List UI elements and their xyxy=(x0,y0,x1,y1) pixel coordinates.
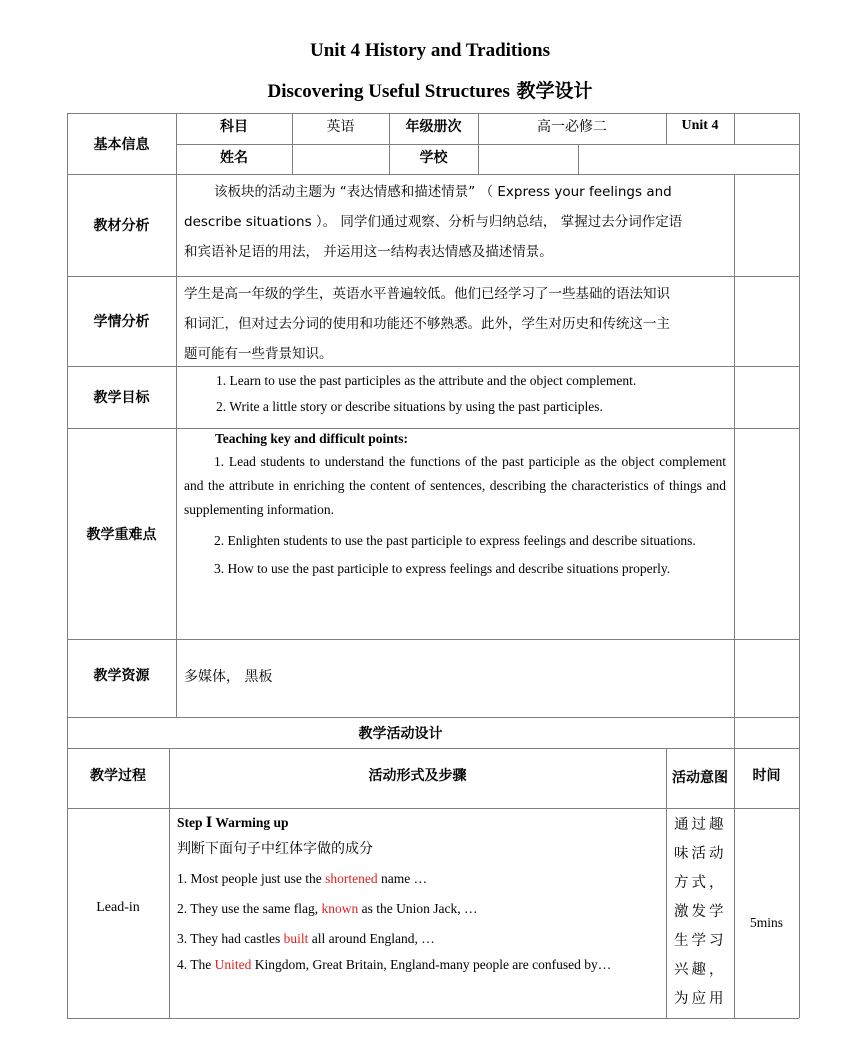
table-border xyxy=(666,748,667,1018)
material-analysis-line: 和宾语补足语的用法， 并运用这一结构表达情感及描述情景。 xyxy=(184,244,553,260)
col-time-header: 时间 xyxy=(752,768,781,784)
key-point-item: 2. Enlighten students to use the past participle to express feelings and describe situations. xyxy=(214,533,696,548)
objectives-list xyxy=(216,368,731,420)
material-analysis-label: 教材分析 xyxy=(93,218,150,234)
table-border xyxy=(67,808,799,809)
lead-in-stage: Lead-in xyxy=(96,900,140,915)
intent-line: 为应用 xyxy=(674,991,727,1007)
resources-value: 多媒体， 黑板 xyxy=(184,669,273,685)
subject-value: 英语 xyxy=(326,119,355,135)
intent-line: 生学习 xyxy=(674,933,727,949)
objective-item: 1. Learn to use the past participles as the attribute and the object complement. xyxy=(216,373,637,388)
table-border xyxy=(734,174,735,748)
key-point-item: 3. How to use the past participle to express feelings and describe situations properly. xyxy=(214,561,671,576)
sentence-2: 2. They use the same flag, known as the Union Jack, … xyxy=(177,901,478,916)
student-analysis-line: 和词汇，但对过去分词的使用和功能还不够熟悉。此外，学生对历史和传统这一主 xyxy=(184,316,670,332)
intent-line: 方式， xyxy=(674,875,727,891)
key-points-text xyxy=(184,428,726,581)
school-label: 学校 xyxy=(419,150,448,166)
grade-label: 年级册次 xyxy=(405,119,462,135)
key-points-heading: Teaching key and difficult points: xyxy=(215,431,409,446)
intent-line: 兴趣， xyxy=(674,962,727,978)
resources-label: 教学资源 xyxy=(93,668,150,684)
student-analysis-line: 学生是高一年级的学生，英语水平普遍较低。他们已经学习了一些基础的语法知识 xyxy=(184,286,670,302)
red-word: shortened xyxy=(325,871,378,886)
student-analysis-line: 题可能有一些背景知识。 xyxy=(184,346,333,362)
table-border-right xyxy=(799,113,800,1018)
sentence-1: 1. Most people just use the shortened name … xyxy=(177,871,428,886)
lead-in-time: 5mins xyxy=(749,915,783,930)
doc-title-line1: Unit 4 History and Traditions xyxy=(309,40,550,61)
objective-item: 2. Write a little story or describe situations by using the past participles. xyxy=(216,399,603,414)
step-title: Step Ⅰ Warming up xyxy=(177,815,289,830)
student-analysis-label: 学情分析 xyxy=(93,314,150,330)
sentence-3: 3. They had castles built all around England, … xyxy=(177,931,435,946)
key-point-item: 1. Lead students to understand the functions of the past participle as the object complement and the attribute in enriching the content of sentences, describing the characteristics of things and supplementing information. xyxy=(184,454,726,517)
objectives-label: 教学目标 xyxy=(93,390,150,406)
red-word: known xyxy=(321,901,359,916)
unit-value: Unit 4 xyxy=(681,118,719,133)
red-word: built xyxy=(283,931,309,946)
table-border-bottom xyxy=(67,1018,799,1019)
step-instruction: 判断下面句子中红体字做的成分 xyxy=(177,841,373,857)
subject-label: 科目 xyxy=(220,119,248,135)
doc-title-english: Discovering Useful Structures xyxy=(267,81,510,102)
table-border xyxy=(578,144,579,174)
col-process-header: 教学过程 xyxy=(90,768,146,784)
col-intent-header: 活动意图 xyxy=(672,770,728,786)
material-analysis-line: describe situations ）。 同学们通过观察、分析与归纳总结， 掌握过去分词作定语 xyxy=(184,214,683,230)
lead-in-intent xyxy=(674,811,732,1014)
student-analysis-text xyxy=(184,279,729,369)
doc-title-line2 xyxy=(0,76,860,103)
key-points-label: 教学重难点 xyxy=(86,526,157,543)
red-word: United xyxy=(214,957,252,972)
grade-value: 高一必修二 xyxy=(537,119,607,135)
doc-title-chinese: 教学设计 xyxy=(516,80,593,102)
name-label: 姓名 xyxy=(220,150,248,166)
table-border xyxy=(734,113,735,144)
material-analysis-text xyxy=(184,177,729,267)
intent-line: 味活动 xyxy=(674,846,727,862)
table-border xyxy=(176,113,177,717)
activity-design-heading: 教学活动设计 xyxy=(358,725,443,742)
intent-line: 通过趣 xyxy=(674,817,727,833)
basic-info-label: 基本信息 xyxy=(93,136,150,153)
material-analysis-line: 该板块的活动主题为 “表达情感和描述情景” （ Express your feelings and xyxy=(214,184,672,200)
lead-in-steps xyxy=(177,812,661,976)
intent-line: 激发学 xyxy=(674,904,727,920)
col-steps-header: 活动形式及步骤 xyxy=(368,768,467,784)
sentence-4: 4. The United Kingdom, Great Britain, England-many people are confused by… xyxy=(177,957,612,972)
